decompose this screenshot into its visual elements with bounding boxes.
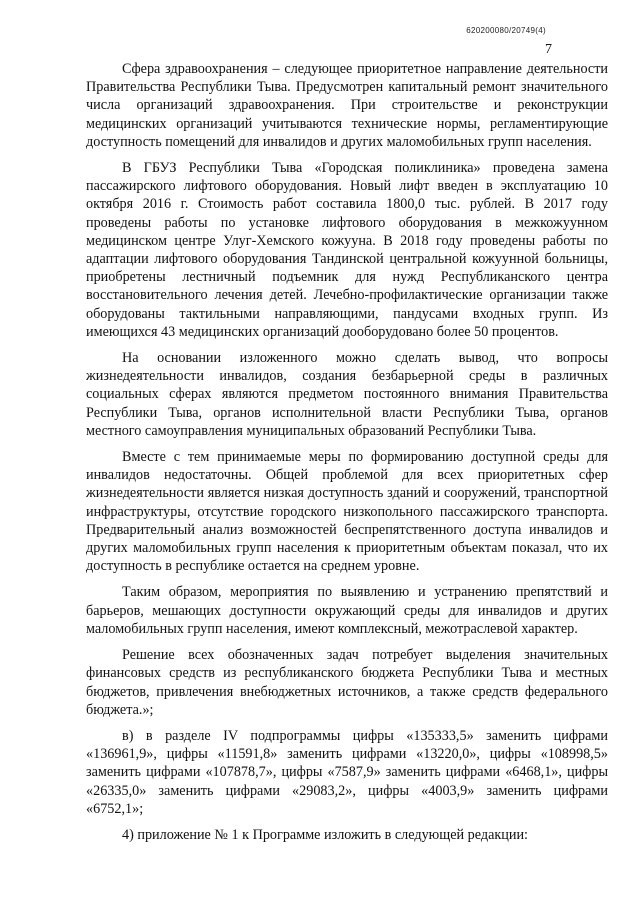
- paragraph-funding: Решение всех обозначенных задач потребует выделения значительных финансовых средств из республиканского бюджета Республики Тыва и местных бюджетов, привлечения внебюджетных источников, а также средств федерального бюджета.»;: [86, 647, 608, 718]
- paragraph-insufficient-measures: Вместе с тем принимаемые меры по формированию доступной среды для инвалидов недостаточны. Общей проблемой для всех приоритетных сфер жизнедеятельности является низкая доступность зданий и сооружений, транспортной инфраструктуры, отсутствие городского низкопольного пассажирского транспорта. Предварительный анализ возможностей беспрепятственного доступа инвалидов и других маломобильных групп населения к приоритетным объектам показал, что их доступность в республике остается на среднем уровне.: [86, 449, 608, 575]
- paragraph-amendment-4: 4) приложение № 1 к Программе изложить в следующей редакции:: [122, 826, 528, 843]
- document-id: 620200080/20749(4): [466, 26, 546, 35]
- paragraph-amendment-v: в) в разделе IV подпрограммы цифры «135333,5» заменить цифрами «136961,9», цифры «11591,8» заменить цифрами «13220,0», цифры «108998,5» заменить цифрами «107878,7», цифры «7587,9» заменить цифрами «6468,1», цифры «26335,0» заменить цифрами «29083,2», цифры «4003,9» заменить цифрами «6752,1»;: [86, 727, 608, 817]
- paragraph-healthcare: Сфера здравоохранения – следующее приоритетное направление деятельности Правительства Республики Тыва. Предусмотрен капитальный ремонт значительного числа организаций здравоохранения. При строительстве и реконструкции медицинских организаций учитываются технические нормы, регламентирующие доступность помещений для инвалидов и других маломобильных групп населения.: [86, 61, 608, 150]
- document-body: [86, 60, 608, 852]
- paragraph-elevator: В ГБУЗ Республики Тыва «Городская поликлиника» проведена замена пассажирского лифтового оборудования. Новый лифт введен в эксплуатацию 10 октября 2016 г. Стоимость работ составила 1800,0 тыс. рублей. В 2017 году проведены работы по установке лифтового оборудования в межкожуунном медицинском центре Улуг-Хемского кожууна. В 2018 году проведены работы по адаптации лифтового оборудования Тандинской центральной кожуунной больницы, приобретены лестничный подъемник для нужд Республиканского центра восстановительного лечения детей. Лечебно-профилактические организации также оборудованы тактильными направляющими, пандусами входных групп. Из имеющихся 43 медицинских организаций дооборудовано более 50 процентов.: [86, 160, 608, 340]
- paragraph-conclusion: На основании изложенного можно сделать вывод, что вопросы жизнедеятельности инвалидов, создания безбарьерной среды в различных социальных сферах являются предметом постоянного внимания Правительства Республики Тыва, органов исполнительной власти Республики Тыва, органов местного самоуправления муниципальных образований Республики Тыва.: [86, 350, 608, 439]
- paragraph-barriers: Таким образом, мероприятия по выявлению и устранению препятствий и барьеров, мешающих доступности окружающий среды для инвалидов и других маломобильных групп населения, имеют комплексный, межотраслевой характер.: [86, 584, 608, 637]
- page-number: 7: [545, 42, 552, 57]
